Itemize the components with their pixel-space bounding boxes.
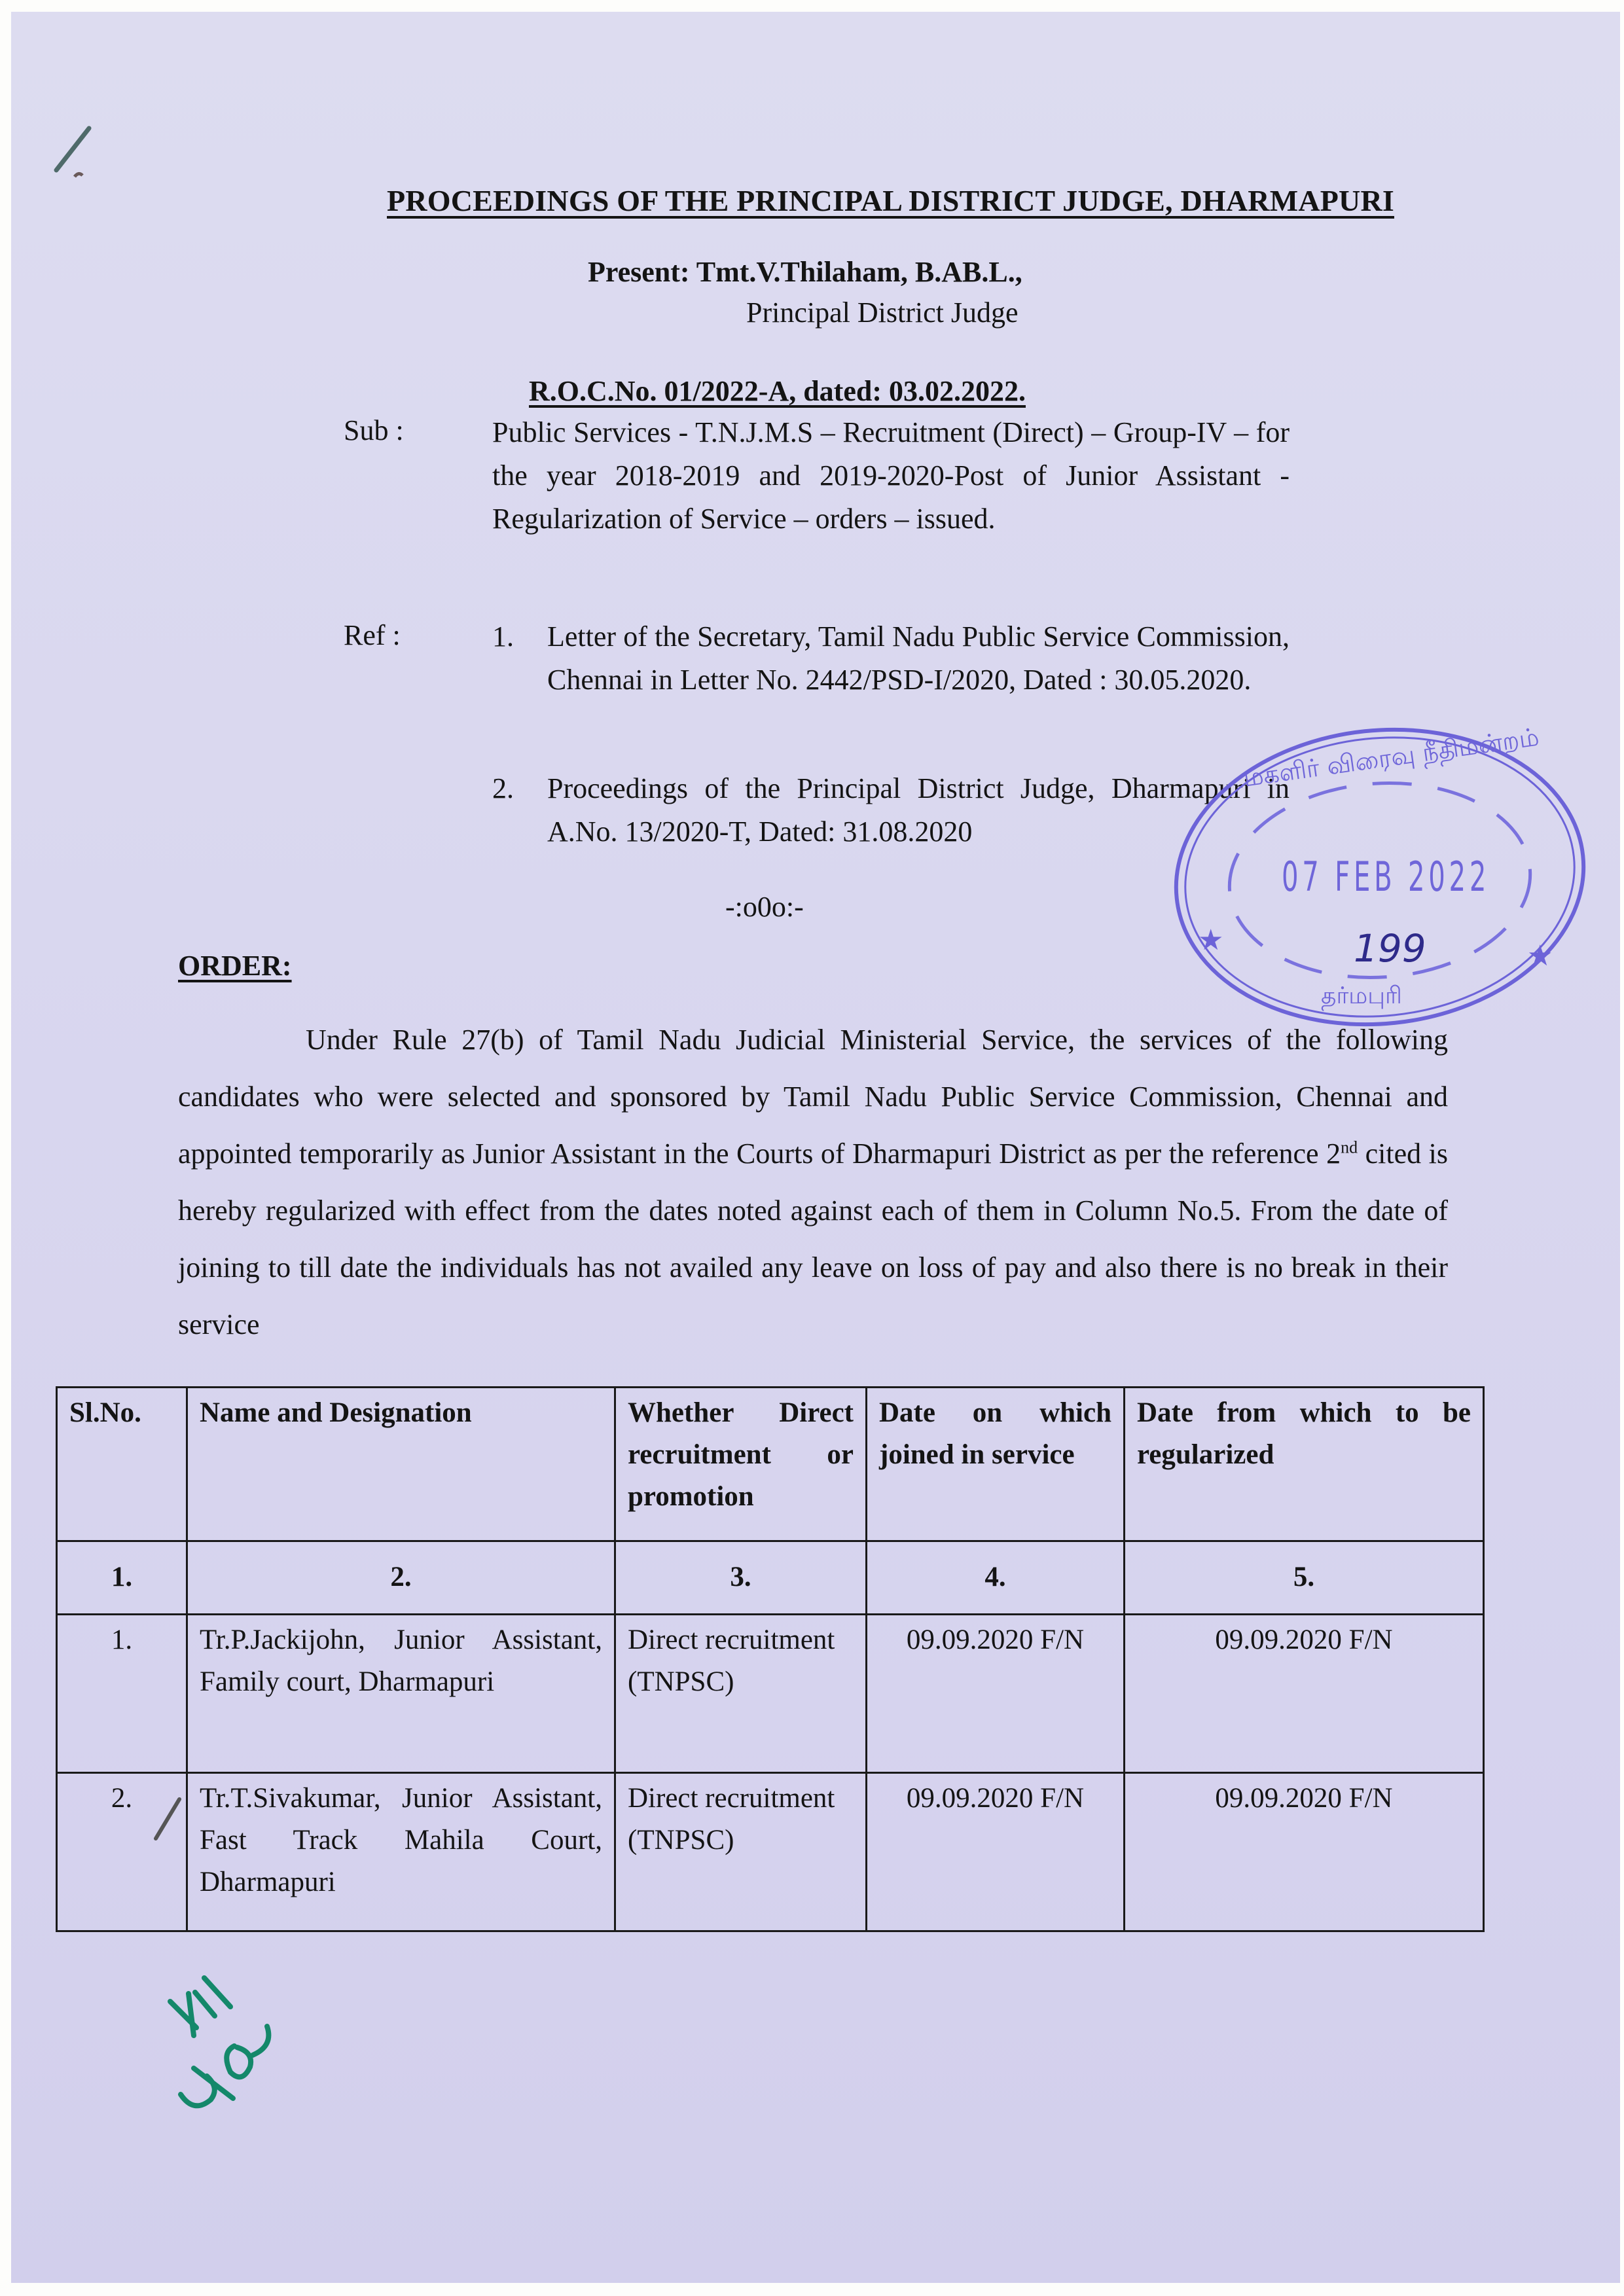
reference-number: 2. — [492, 772, 514, 804]
cell-joined-date: 09.09.2020 F/N — [867, 1773, 1125, 1931]
stamp-inward-number: 199 — [1354, 926, 1426, 971]
cell-regularized-date: 09.09.2020 F/N — [1125, 1773, 1484, 1931]
svg-text:★: ★ — [1198, 924, 1224, 957]
table-row — [57, 1773, 1484, 1931]
table-row — [57, 1615, 1484, 1773]
cell-joined-date: 09.09.2020 F/N — [867, 1615, 1125, 1773]
column-number-row — [57, 1541, 1484, 1615]
cell-regularized-date: 09.09.2020 F/N — [1125, 1615, 1484, 1773]
stamp-court-name: மகளிர் விரைவு நீதிமன்றம் — [1241, 722, 1541, 793]
cell-name-designation: Tr.T.Sivakumar, Junior Assistant, Fast Track Mahila Court, Dharmapuri — [187, 1773, 615, 1931]
pencil-tick-mark-icon — [151, 1797, 183, 1842]
column-number: 5. — [1125, 1541, 1484, 1615]
order-text-part-2: cited is hereby regularized with effect from the dates noted against each of them in Column No.5. From the date of joining to till date the individuals has not availed any leave on loss of pay and also there is no break in their service — [178, 1138, 1448, 1340]
handwritten-initials-icon — [157, 1970, 308, 2114]
order-paragraph — [178, 1011, 1448, 1353]
column-number: 1. — [57, 1541, 187, 1615]
document-title: PROCEEDINGS OF THE PRINCIPAL DISTRICT JUDGE, DHARMAPURI — [387, 184, 1394, 217]
column-number: 4. — [867, 1541, 1125, 1615]
svg-text:★: ★ — [1527, 939, 1553, 973]
stamp-date: 07 FEB 2022 — [1282, 853, 1490, 901]
cell-slno: 1. — [57, 1615, 187, 1773]
column-header-name: Name and Designation — [187, 1388, 615, 1541]
cell-name-designation: Tr.P.Jackijohn, Junior Assistant, Family court, Dharmapuri — [187, 1615, 615, 1773]
column-number: 2. — [187, 1541, 615, 1615]
section-separator: -:o0o:- — [725, 891, 804, 923]
column-header-recruitment-mode: Whether Direct recruitment or promotion — [615, 1388, 867, 1541]
ordinal-suffix: nd — [1341, 1138, 1358, 1157]
cell-recruitment-mode: Direct recruitment (TNPSC) — [615, 1615, 867, 1773]
table-header-row — [57, 1388, 1484, 1541]
roc-number: R.O.C.No. 01/2022-A, dated: 03.02.2022. — [529, 375, 1026, 407]
cell-slno: 2. — [57, 1773, 187, 1931]
order-heading: ORDER: — [178, 950, 292, 982]
column-header-joined-date: Date on which joined in service — [867, 1388, 1125, 1541]
court-received-stamp — [1157, 723, 1589, 1031]
regularization-table — [56, 1386, 1485, 1932]
order-text-part-1: Under Rule 27(b) of Tamil Nadu Judicial Ministerial Service, the services of the following candidates who were selected and sponsored by Tamil Nadu Public Service Commission, Chennai and appointed temporarily as Junior Assistant in the Courts of Dharmapuri District as per the reference 2 — [178, 1024, 1448, 1170]
presiding-officer-role: Principal District Judge — [746, 296, 1019, 329]
present-line: Present: Tmt.V.Thilaham, B.AB.L., — [588, 256, 1022, 288]
reference-text: Letter of the Secretary, Tamil Nadu Public Service Commission, Chennai in Letter No. 2442/PSD-I/2020, Dated : 30.05.2020. — [547, 620, 1290, 696]
reference-text: Proceedings of the Principal District Judge, Dharmapuri in A.No. 13/2020-T, Dated: 31.08.2020 — [547, 772, 1290, 848]
column-header-slno: Sl.No. — [57, 1388, 187, 1541]
reference-item-1 — [492, 615, 1290, 696]
staple-icon — [47, 123, 99, 179]
reference-number: 1. — [492, 620, 514, 653]
column-number: 3. — [615, 1541, 867, 1615]
column-header-regularized-date: Date from which to be regularized — [1125, 1388, 1484, 1541]
reference-label: Ref : — [344, 619, 401, 651]
cell-recruitment-mode: Direct recruitment (TNPSC) — [615, 1773, 867, 1931]
stamp-place: தர்மபுரி — [1321, 982, 1402, 1009]
subject-text: Public Services - T.N.J.M.S – Recruitment (Direct) – Group-IV – for the year 2018-2019 and 2019-2020-Post of Junior Assistant - Regularization of Service – orders – issued. — [492, 416, 1290, 535]
subject-label: Sub : — [344, 414, 404, 446]
